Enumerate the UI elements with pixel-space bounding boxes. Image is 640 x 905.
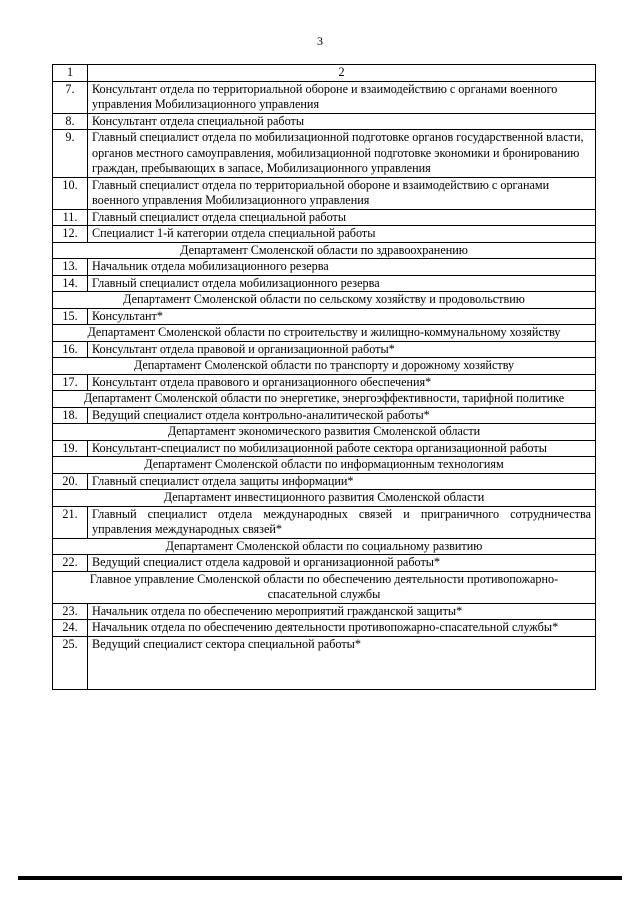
page-number: 3 <box>317 34 323 48</box>
position-title: Начальник отдела по обеспечению деятельности противопожарно-спасательной службы* <box>88 620 596 637</box>
position-title: Главный специалист отдела международных связей и приграничного сотрудничества управления международных связей* <box>88 506 596 538</box>
table-row <box>53 506 596 538</box>
row-number: 18. <box>53 407 88 424</box>
department-row <box>53 391 596 408</box>
position-title: Начальник отдела мобилизационного резерва <box>88 259 596 276</box>
position-title: Главный специалист отдела защиты информации* <box>88 473 596 490</box>
department-row <box>53 325 596 342</box>
position-title: Главный специалист отдела мобилизационного резерва <box>88 275 596 292</box>
table-row <box>53 259 596 276</box>
department-title: Департамент инвестиционного развития Смоленской области <box>53 490 596 507</box>
position-title: Ведущий специалист сектора специальной работы* <box>88 636 596 689</box>
row-number: 16. <box>53 341 88 358</box>
position-title: Специалист 1-й категории отдела специальной работы <box>88 226 596 243</box>
table-row <box>53 275 596 292</box>
table-row <box>53 636 596 689</box>
row-number: 11. <box>53 209 88 226</box>
position-title: Главный специалист отдела по территориальной обороне и взаимодействию с органами военного управления Мобилизационного управления <box>88 177 596 209</box>
department-row <box>53 242 596 259</box>
department-row <box>53 358 596 375</box>
table-row <box>53 226 596 243</box>
department-title: Департамент Смоленской области по сельскому хозяйству и продовольствию <box>53 292 596 309</box>
department-title: Департамент Смоленской области по строительству и жилищно-коммунальному хозяйству <box>53 325 596 342</box>
department-title: Департамент Смоленской области по энергетике, энергоэффективности, тарифной политике <box>53 391 596 408</box>
department-row <box>53 538 596 555</box>
department-title: Департамент Смоленской области по социальному развитию <box>53 538 596 555</box>
department-title: Департамент Смоленской области по информационным технологиям <box>53 457 596 474</box>
positions-table <box>52 64 596 690</box>
table-row <box>53 308 596 325</box>
department-title: Департамент экономического развития Смоленской области <box>53 424 596 441</box>
department-title: Департамент Смоленской области по здравоохранению <box>53 242 596 259</box>
row-number: 21. <box>53 506 88 538</box>
row-number: 14. <box>53 275 88 292</box>
table-row <box>53 620 596 637</box>
position-title: Ведущий специалист отдела кадровой и организационной работы* <box>88 555 596 572</box>
position-title: Консультант отдела специальной работы <box>88 113 596 130</box>
department-title: Департамент Смоленской области по транспорту и дорожному хозяйству <box>53 358 596 375</box>
bottom-rule <box>18 876 622 880</box>
row-number: 24. <box>53 620 88 637</box>
row-number: 15. <box>53 308 88 325</box>
row-number: 9. <box>53 130 88 178</box>
row-number: 10. <box>53 177 88 209</box>
position-title: Консультант-специалист по мобилизационной работе сектора организационной работы <box>88 440 596 457</box>
row-number: 17. <box>53 374 88 391</box>
table-row <box>53 81 596 113</box>
position-title: Начальник отдела по обеспечению мероприятий гражданской защиты* <box>88 603 596 620</box>
row-number: 12. <box>53 226 88 243</box>
table-row <box>53 374 596 391</box>
position-title: Главный специалист отдела по мобилизационной подготовке органов государственной власти, органов местного самоуправления, мобилизационной подготовке экономики и бронированию граждан, пребывающих в запасе, Мобилизационного управления <box>88 130 596 178</box>
table-row <box>53 209 596 226</box>
position-title: Консультант* <box>88 308 596 325</box>
department-row <box>53 457 596 474</box>
table-row <box>53 555 596 572</box>
row-number: 7. <box>53 81 88 113</box>
table-row <box>53 341 596 358</box>
table-row <box>53 473 596 490</box>
table-row <box>53 130 596 178</box>
table-row <box>53 407 596 424</box>
table-row <box>53 603 596 620</box>
position-title: Консультант отдела правового и организационного обеспечения* <box>88 374 596 391</box>
department-row <box>53 571 596 603</box>
header-col-2: 2 <box>88 65 596 82</box>
header-col-1: 1 <box>53 65 88 82</box>
row-number: 13. <box>53 259 88 276</box>
row-number: 20. <box>53 473 88 490</box>
position-title: Консультант отдела правовой и организационной работы* <box>88 341 596 358</box>
position-title: Ведущий специалист отдела контрольно-аналитической работы* <box>88 407 596 424</box>
row-number: 19. <box>53 440 88 457</box>
department-row <box>53 424 596 441</box>
table-row <box>53 177 596 209</box>
table-body <box>53 65 596 690</box>
header-row <box>53 65 596 82</box>
position-title: Консультант отдела по территориальной обороне и взаимодействию с органами военного управления Мобилизационного управления <box>88 81 596 113</box>
department-title: Главное управление Смоленской области по обеспечению деятельности противопожарно-спасательной службы <box>53 571 596 603</box>
department-row <box>53 490 596 507</box>
row-number: 23. <box>53 603 88 620</box>
row-number: 8. <box>53 113 88 130</box>
row-number: 25. <box>53 636 88 689</box>
department-row <box>53 292 596 309</box>
row-number: 22. <box>53 555 88 572</box>
table-row <box>53 113 596 130</box>
table-row <box>53 440 596 457</box>
position-title: Главный специалист отдела специальной работы <box>88 209 596 226</box>
